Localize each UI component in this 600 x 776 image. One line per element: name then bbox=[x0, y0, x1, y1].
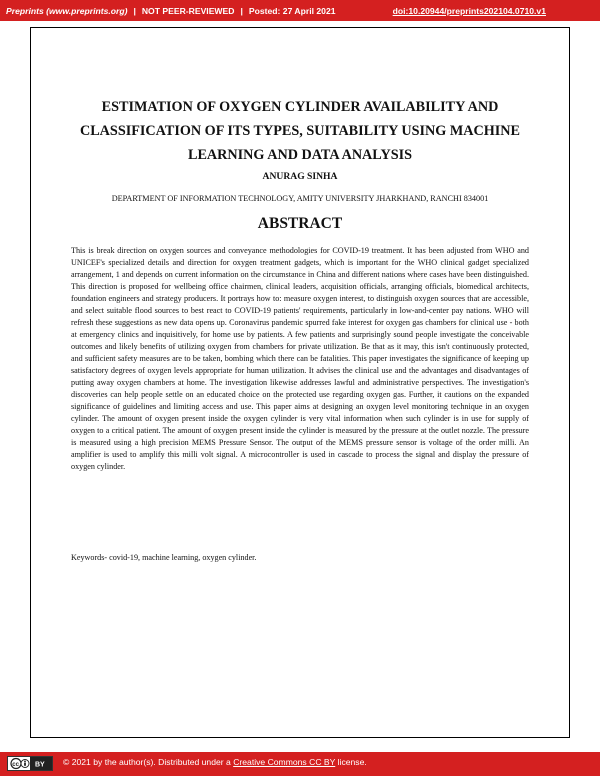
license-footer-bar bbox=[0, 752, 600, 776]
license-statement bbox=[63, 757, 367, 767]
paper-title: ESTIMATION OF OXYGEN CYLINDER AVAILABILITY AND CLASSIFICATION OF ITS TYPES, SUITABILITY USING MACHINE LEARNING AND DATA ANALYSIS bbox=[79, 99, 521, 163]
preprint-header-bar bbox=[0, 0, 600, 21]
copyright-text: © 2021 by the author(s). Distributed under a bbox=[63, 757, 231, 767]
doi-link[interactable]: doi:10.20944/preprints202104.0710.v1 bbox=[392, 6, 546, 16]
header-separator: | bbox=[133, 5, 136, 16]
author-name: ANURAG SINHA bbox=[262, 171, 338, 182]
preprints-site-link[interactable]: Preprints (www.preprints.org) bbox=[6, 5, 128, 16]
cc-by-license-icon[interactable] bbox=[7, 756, 53, 771]
license-suffix: license. bbox=[337, 757, 367, 767]
posted-date: Posted: 27 April 2021 bbox=[248, 5, 336, 16]
abstract-heading: ABSTRACT bbox=[257, 215, 343, 232]
keywords-line: Keywords- covid-19, machine learning, oxygen cylinder. bbox=[71, 553, 257, 562]
cc-by-logo-graphic bbox=[8, 757, 52, 770]
peer-review-status: NOT PEER-REVIEWED bbox=[141, 5, 235, 16]
svg-text:BY: BY bbox=[35, 761, 45, 769]
license-link[interactable]: Creative Commons CC BY bbox=[233, 757, 336, 767]
abstract-text: This is break direction on oxygen sources and conveyance methodologies for COVID-19 treatment. It has been adjusted from WHO and UNICEF's specialized details and direction for oxygen treatment gadgets, which is important for the WHO clinical gadget specialized arrangement, 1 and depends on current information on the circumstance in China and different nations where cases have been distinguished. This direction is proposed for wellbeing office chairmen, clinical leaders, acquisition officials, arranging officials, biomedical architects, foundation engineers and strategy producers. It portrays how to: measure oxygen interest, to distinguish oxygen sources that are accessible, and select suitable flood sources to best react to COVID-19 patients' requirements, particularly in low-and-center pay nations. WHO will refresh these suggestions as new data opens up. Coronavirus pandemic spurred fake interest for oxygen gas chambers for clinical use - both at emergency clinics and inquisitively, for home use by patients. A few patients and surprisingly sound people investigate the conceivable outcomes and likely benefits of utilizing oxygen from chambers for private utilization. Be that as it may, this isn't continuously protected, and sufficient safety measures are to be taken, bombing which there can be fatalities. This paper investigates the significance of keeping up satisfactory degrees of oxygen levels appropriate for human utilization. It advises the clinical use and the advantages and disadvantages of putting away oxygen chambers at home. The investigation likewise addresses lawful and administrative perspectives. The investigation's discoveries can help people settle on an educated choice on the protected use regarding oxygen gas. Further, it cautions on the expanded significance of guidelines and limiting access and use. This paper aims at designing an oxygen level monitoring technique in an oxygen cylinder. The amount of oxygen present inside the oxygen cylinder is very vital information when such cylinder is in use for supply of oxygen to a critical patient. The amount of oxygen present inside the cylinder is measured by the pressure at the outlet nozzle. The pressure is measured using a high precision MEMS Pressure Sensor. The output of the MEMS pressure sensor is voltage of the order milli. An amplifier is used to amplify this milli volt signal. A microcontroller is used in cascade to process the signal and display the pressure of oxygen cylinder. bbox=[71, 246, 529, 471]
svg-text:cc: cc bbox=[12, 761, 19, 768]
author-affiliation: DEPARTMENT OF INFORMATION TECHNOLOGY, AMITY UNIVERSITY JHARKHAND, RANCHI 834001 bbox=[111, 194, 489, 203]
header-separator: | bbox=[240, 5, 243, 16]
